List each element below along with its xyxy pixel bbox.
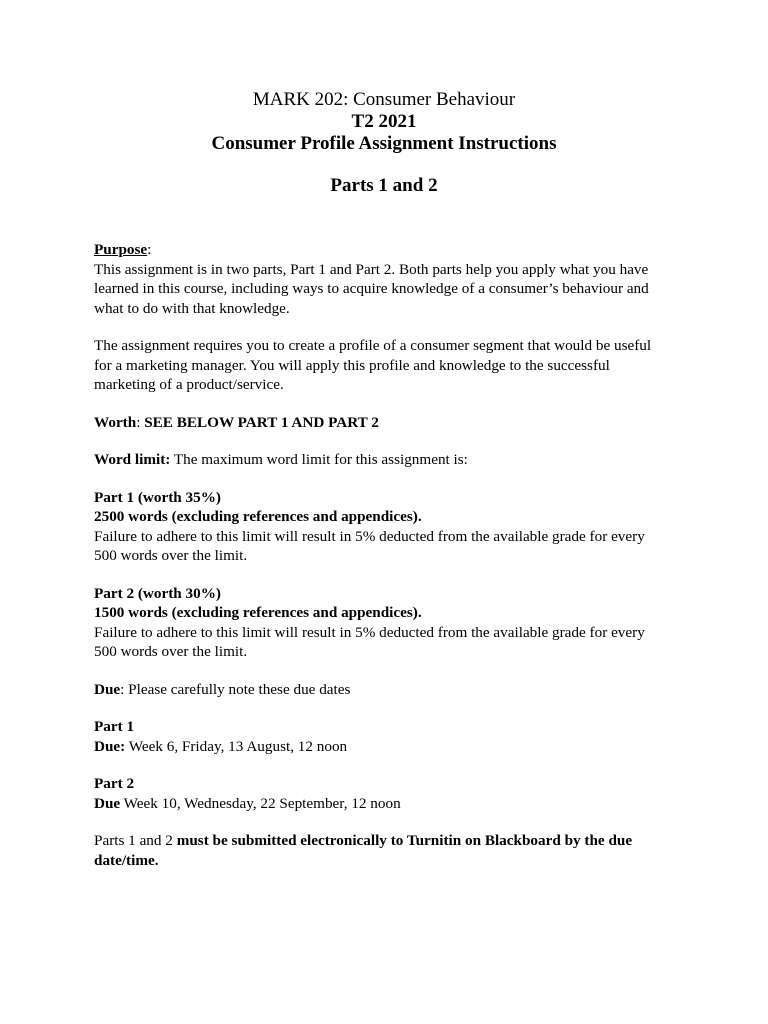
purpose-line: This assignment is in two parts, Part 1 and Part 2. Both parts help you apply what you have (94, 260, 649, 278)
document-heading (0, 89, 768, 197)
requirement-line: The assignment requires you to create a profile of a consumer segment that would be useful (94, 337, 652, 354)
assignment-title: Consumer Profile Assignment Instructions (211, 133, 557, 154)
submission-section (94, 831, 674, 870)
document-body (94, 240, 674, 870)
part1-limit-section (94, 488, 674, 566)
part1-due-title: Part 1 (94, 718, 135, 735)
submission-bold-line2: date/time. (94, 851, 159, 869)
part1-due-section (94, 717, 674, 756)
due-label: Due (94, 680, 121, 698)
part2-limit-section (94, 584, 674, 662)
part2-due-section (94, 774, 674, 813)
purpose-colon: : (147, 241, 152, 258)
part1-limit-line: 500 words over the limit. (94, 547, 248, 564)
term-label: T2 2021 (351, 111, 417, 132)
requirement-section (94, 336, 674, 395)
purpose-line: what to do with that knowledge. (94, 299, 290, 317)
word-limit-section (94, 450, 674, 470)
part1-limit-title: Part 1 (worth 35%) (94, 488, 221, 506)
parts-heading: Parts 1 and 2 (330, 175, 438, 196)
word-limit-label: Word limit: (94, 451, 171, 468)
submission-prefix: Parts 1 and 2 (94, 832, 177, 849)
worth-label: Worth (94, 413, 137, 431)
part1-limit-words: 2500 words (excluding references and appendices). (94, 508, 422, 525)
part2-limit-line: 500 words over the limit. (94, 643, 248, 660)
course-title: MARK 202: Consumer Behaviour (252, 89, 516, 110)
part2-limit-words: 1500 words (excluding references and appendices). (94, 604, 422, 621)
requirement-line: marketing of a product/service. (94, 376, 284, 393)
part2-due-title: Part 2 (94, 775, 135, 792)
submission-bold-line1: must be submitted electronically to Turnitin on Blackboard by the due (176, 832, 633, 849)
part2-due-text: Week 10, Wednesday, 22 September, 12 noon (120, 794, 401, 812)
part2-limit-line: Failure to adhere to this limit will result in 5% deducted from the available grade for every (94, 623, 645, 641)
due-section (94, 680, 674, 700)
part1-due-text: Week 6, Friday, 13 August, 12 noon (125, 737, 348, 755)
worth-section (94, 413, 674, 433)
purpose-line: learned in this course, including ways to acquire knowledge of a consumer’s behaviour and (94, 280, 649, 297)
requirement-line: for a marketing manager. You will apply this profile and knowledge to the successful (94, 356, 610, 374)
part1-due-label: Due: (94, 737, 126, 755)
part2-due-label: Due (94, 794, 121, 812)
worth-value: SEE BELOW PART 1 AND PART 2 (144, 413, 379, 431)
due-text: : Please carefully note these due dates (120, 680, 351, 698)
part2-limit-title: Part 2 (worth 30%) (94, 584, 221, 602)
purpose-label: Purpose (94, 241, 148, 258)
worth-colon: : (136, 413, 145, 431)
word-limit-text: The maximum word limit for this assignment is: (170, 451, 468, 468)
part1-limit-line: Failure to adhere to this limit will result in 5% deducted from the available grade for every (94, 527, 645, 545)
purpose-section (94, 240, 674, 318)
